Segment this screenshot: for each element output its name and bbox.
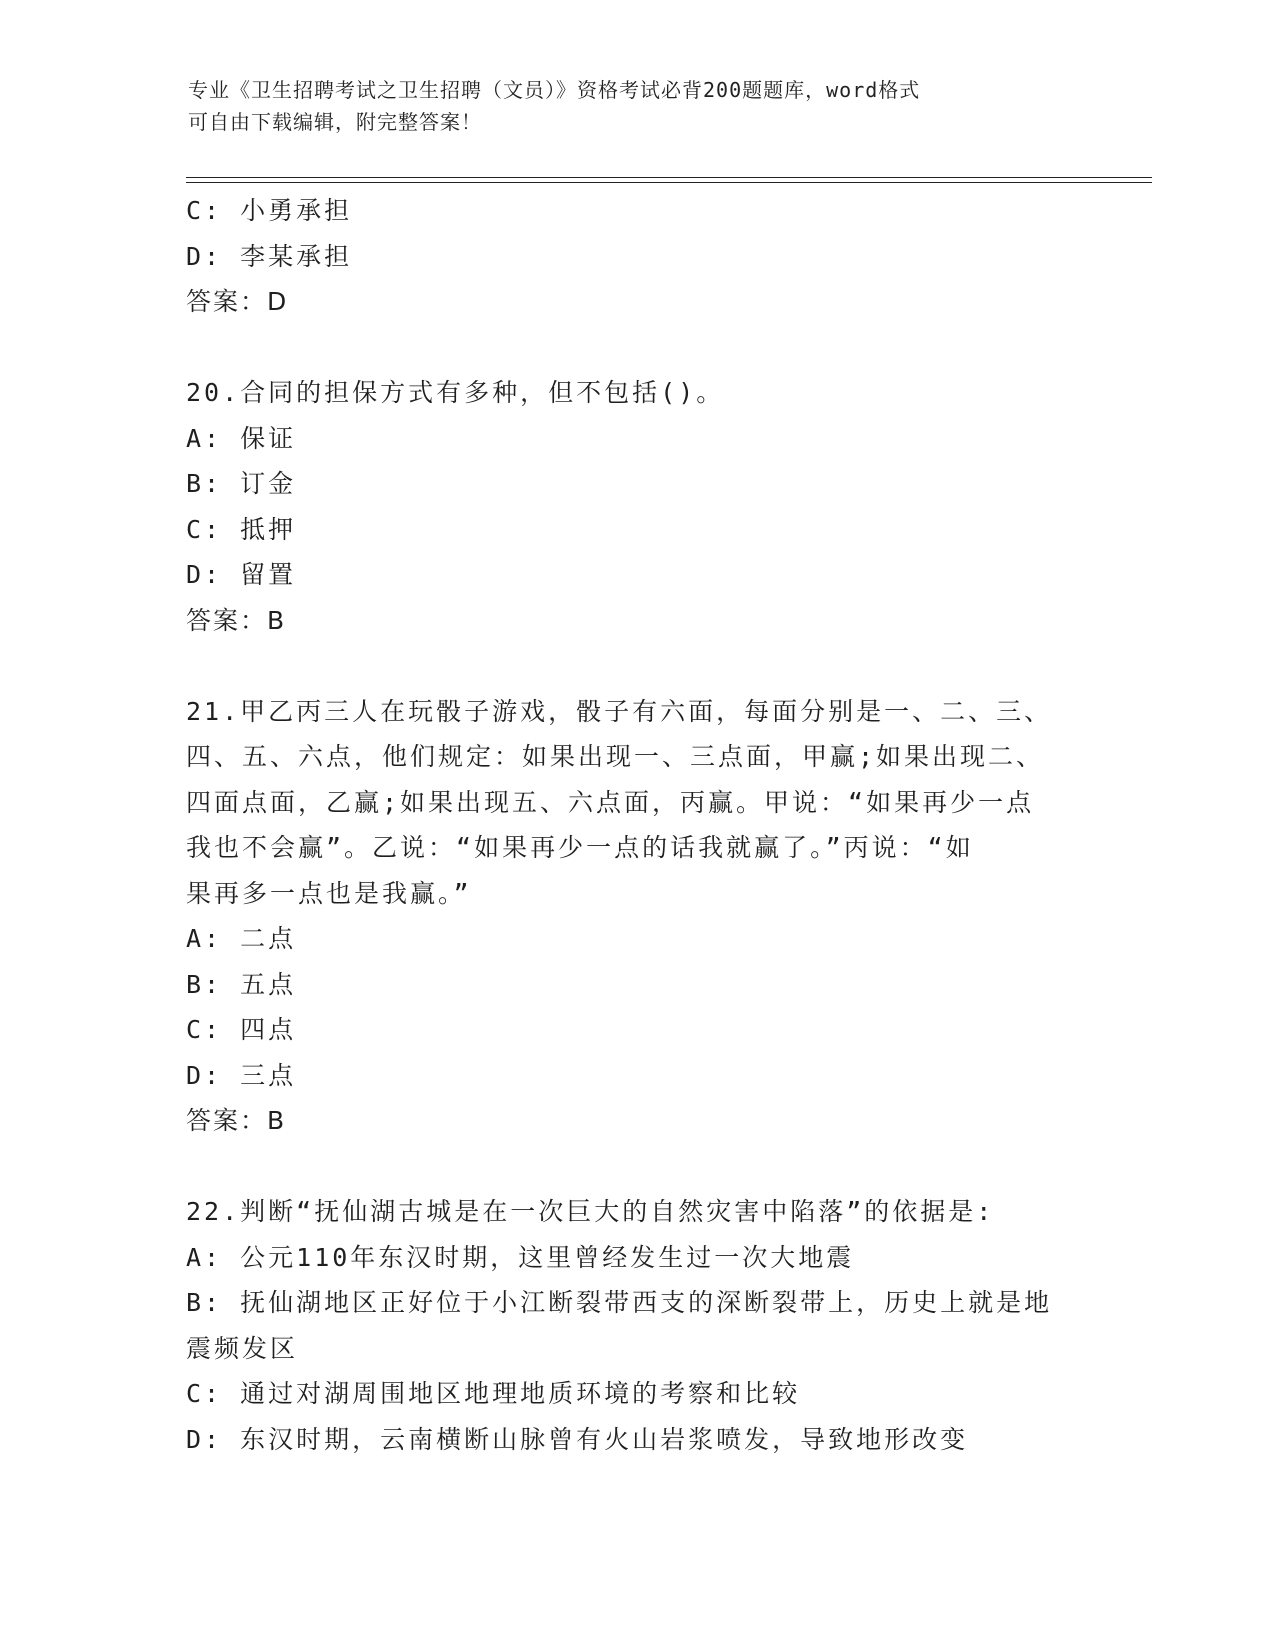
option-d: D: 李某承担	[186, 241, 353, 271]
header-title-line-2: 可自由下载编辑，附完整答案！	[188, 110, 482, 134]
answer: 答案：B	[186, 1106, 287, 1135]
question-stem-line: 四面点面，乙赢;如果出现五、六点面，丙赢。甲说：“如果再少一点	[186, 787, 1035, 817]
question-21	[186, 689, 1086, 1144]
question-stem: 22.判断“抚仙湖古城是在一次巨大的自然灾害中陷落”的依据是:	[186, 1197, 995, 1226]
question-stem-line: 21.甲乙丙三人在玩骰子游戏，骰子有六面，每面分别是一、二、三、	[186, 696, 1053, 726]
question-spacer	[186, 1144, 1086, 1190]
option-a: A: 二点	[186, 924, 297, 953]
option-b: B: 订金	[186, 469, 297, 498]
question-stem-line: 四、五、六点，他们规定：如果出现一、三点面，甲赢;如果出现二、	[186, 742, 1045, 771]
header-divider-top	[186, 177, 1152, 178]
question-list	[186, 188, 1086, 1462]
option-d: D: 东汉时期，云南横断山脉曾有火山岩浆喷发，导致地形改变	[186, 1424, 969, 1454]
option-c: C: 通过对湖周围地区地理地质环境的考察和比较	[186, 1379, 801, 1408]
option-b-line: B: 抚仙湖地区正好位于小江断裂带西支的深断裂带上，历史上就是地	[186, 1288, 1053, 1317]
header-title-line-1: 专业《卫生招聘考试之卫生招聘（文员）》资格考试必背200题题库，word格式	[188, 78, 921, 102]
question-spacer	[186, 325, 1086, 371]
question-stem-line: 我也不会赢”。乙说：“如果再少一点的话我就赢了。”丙说：“如	[186, 833, 974, 862]
option-a: A: 保证	[186, 423, 297, 453]
question-spacer	[186, 643, 1086, 689]
question-stem-line: 果再多一点也是我赢。”	[186, 878, 472, 908]
question-stem: 20.合同的担保方式有多种，但不包括()。	[186, 378, 725, 407]
option-b-line: 震频发区	[186, 1333, 299, 1363]
option-c: C: 抵押	[186, 514, 297, 544]
question-19-tail	[186, 188, 1086, 325]
option-d: D: 留置	[186, 560, 297, 589]
option-a: A: 公元110年东汉时期，这里曾经发生过一次大地震	[186, 1242, 855, 1272]
answer: 答案：D	[186, 287, 289, 316]
question-22	[186, 1189, 1086, 1462]
option-c: C: 小勇承担	[186, 196, 353, 225]
option-c: C: 四点	[186, 1015, 297, 1044]
page-header	[188, 74, 1068, 138]
question-20	[186, 370, 1086, 643]
answer: 答案：B	[186, 605, 287, 635]
option-d: D: 三点	[186, 1060, 297, 1090]
option-b: B: 五点	[186, 969, 297, 999]
header-divider-bottom	[186, 182, 1152, 183]
